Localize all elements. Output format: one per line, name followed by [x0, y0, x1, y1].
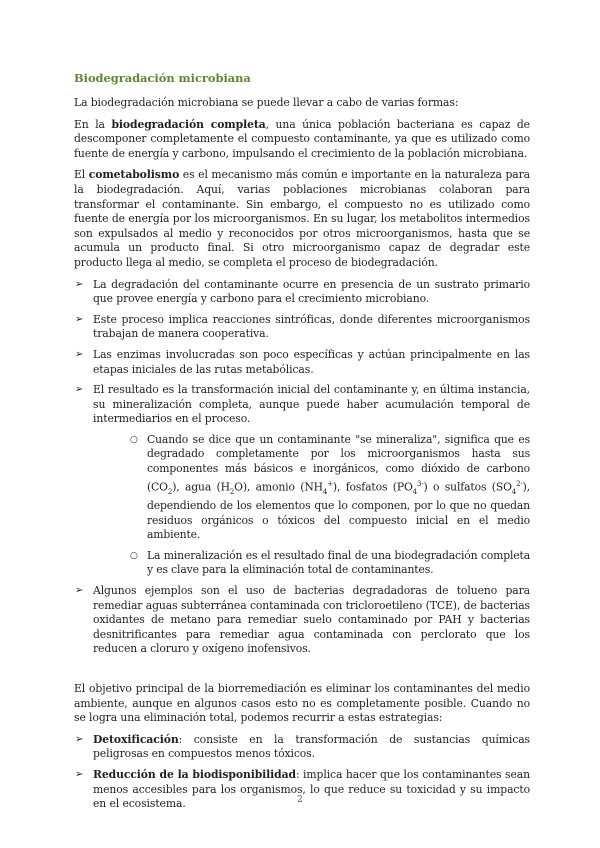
detoxification-term: Detoxificación — [93, 732, 179, 746]
sublist-item: ○ Cuando se dice que un contaminante "se mineraliza", significa que es degradado completamente por los microorganismos hasta sus componentes más básicos e inorgánicos, como dióxido de carbono $(CO_2)$, agua $(H_2O)$, amonio $(NH_4^+)$, fosfatos $(PO_4^{3-})$ o sulfatos $(SO_4^{2-})$, dependiendo de los elementos que lo componen, por lo que no quedan residuos orgánicos o tóxicos del compuesto inicial en el medio ambiente. — [130, 432, 530, 542]
list-item: ➢ El resultado es la transformación inicial del contaminante y, en última instancia, su mineralización completa, aunque puede haber acumulación temporal de intermediarios en el proceso. ○ Cuando se dice que un contaminante "se mineraliza", significa que es degradado completamente por los microorganismos hasta sus componentes más básicos e inorgánicos, como dióxido de carbono $(CO_2)$, agua $(H_2O)$, amonio $(NH_4^+)$, fosfatos $(PO_4^{3-})$ o sulfatos $(SO_4^{2-})$, dependiendo de los elementos que lo componen, por lo que no quedan residuos orgánicos o tóxicos del compuesto inicial en el medio ambiente. ○ La mineralización es el resultado final de una biodegradación completa y es clave para la eliminación total de contaminantes. — [75, 383, 530, 577]
list-item: ➢ Algunos ejemplos son el uso de bacterias degradadoras de tolueno para remediar aguas subterránea contaminada con tricloroetileno (TCE), de bacterias oxidantes de metano para remediar suelo contaminado por PAH y bacterias desnitrificantes para remediar agua contaminada con perclorato que los reducen a cloruro y oxígeno inofensivos. — [75, 583, 530, 656]
objective-paragraph: El objetivo principal de la biorremediación es eliminar los contaminantes del medio ambiente, aunque en algunos casos esto no es completamente posible. Cuando no se logra una eliminación total, podemos recurrir a estas estrategias: — [74, 681, 530, 725]
arrow-bullet-icon: ➢ — [75, 733, 84, 745]
arrow-bullet-icon: ➢ — [75, 313, 84, 325]
circle-bullet-icon: ○ — [130, 550, 138, 561]
section-heading: Biodegradación microbiana — [74, 71, 251, 85]
list-item: ➢ Las enzimas involucradas son poco específicas y actúan principalmente en las etapas iniciales de las rutas metabólicas. — [75, 347, 530, 376]
page-number: 2 — [297, 795, 303, 805]
arrow-bullet-icon: ➢ — [75, 348, 84, 360]
list-item: ➢ Detoxificación: consiste en la transformación de sustancias químicas peligrosas en compuestos menos tóxicos. — [75, 732, 530, 761]
complete-biodegradation-term: biodegradación completa — [111, 117, 266, 131]
arrow-bullet-icon: ➢ — [75, 584, 84, 596]
bioavailability-term: Reducción de la biodisponibilidad — [93, 767, 296, 781]
mineralization-sublist — [93, 433, 530, 578]
list-item: ➢ Este proceso implica reacciones sintróficas, donde diferentes microorganismos trabajan de manera cooperativa. — [75, 312, 530, 341]
list-item: ➢ Reducción de la biodisponibilidad: implica hacer que los contaminantes sean menos accesibles para los organismos, lo que reduce su toxicidad y su impacto en el ecosistema. — [75, 767, 530, 811]
arrow-bullet-icon: ➢ — [75, 768, 84, 780]
list-item: ➢ La degradación del contaminante ocurre en presencia de un sustrato primario que provee energía y carbono para el crecimiento microbiano. — [75, 277, 530, 306]
complete-biodegradation-paragraph: En la biodegradación completa, una única población bacteriana es capaz de descomponer completamente el compuesto contaminante, ya que es utilizado como fuente de energía y carbono, impulsando el crecimiento de la población microbiana. — [74, 117, 530, 160]
cometabolism-paragraph: El cometabolismo es el mecanismo más común e importante en la naturaleza para la biodegradación. Aquí, varias poblaciones microbianas colaboran para transformar el contaminante. Sin embargo, el compuesto no es utilizado como fuente de energía por los microorganismos. En su lugar, los metabolitos intermedios son expulsados al medio y reconocidos por otros microorganismos, hasta que se acumula un producto final. Si otro microorganismo capaz de degradar este producto llega al medio, se completa el proceso de biodegradación. — [74, 168, 530, 269]
sublist-item: ○ La mineralización es el resultado final de una biodegradación completa y es clave para la eliminación total de contaminantes. — [130, 548, 530, 577]
spacer — [74, 664, 530, 682]
intro-paragraph: La biodegradación microbiana se puede llevar a cabo de varias formas: — [74, 96, 459, 109]
arrow-bullet-icon: ➢ — [75, 278, 84, 290]
page-content — [74, 70, 530, 819]
arrow-bullet-icon: ➢ — [75, 384, 84, 396]
cometabolism-term: cometabolismo — [88, 168, 180, 182]
cometabolism-bullet-list — [74, 278, 530, 657]
circle-bullet-icon: ○ — [130, 434, 138, 445]
